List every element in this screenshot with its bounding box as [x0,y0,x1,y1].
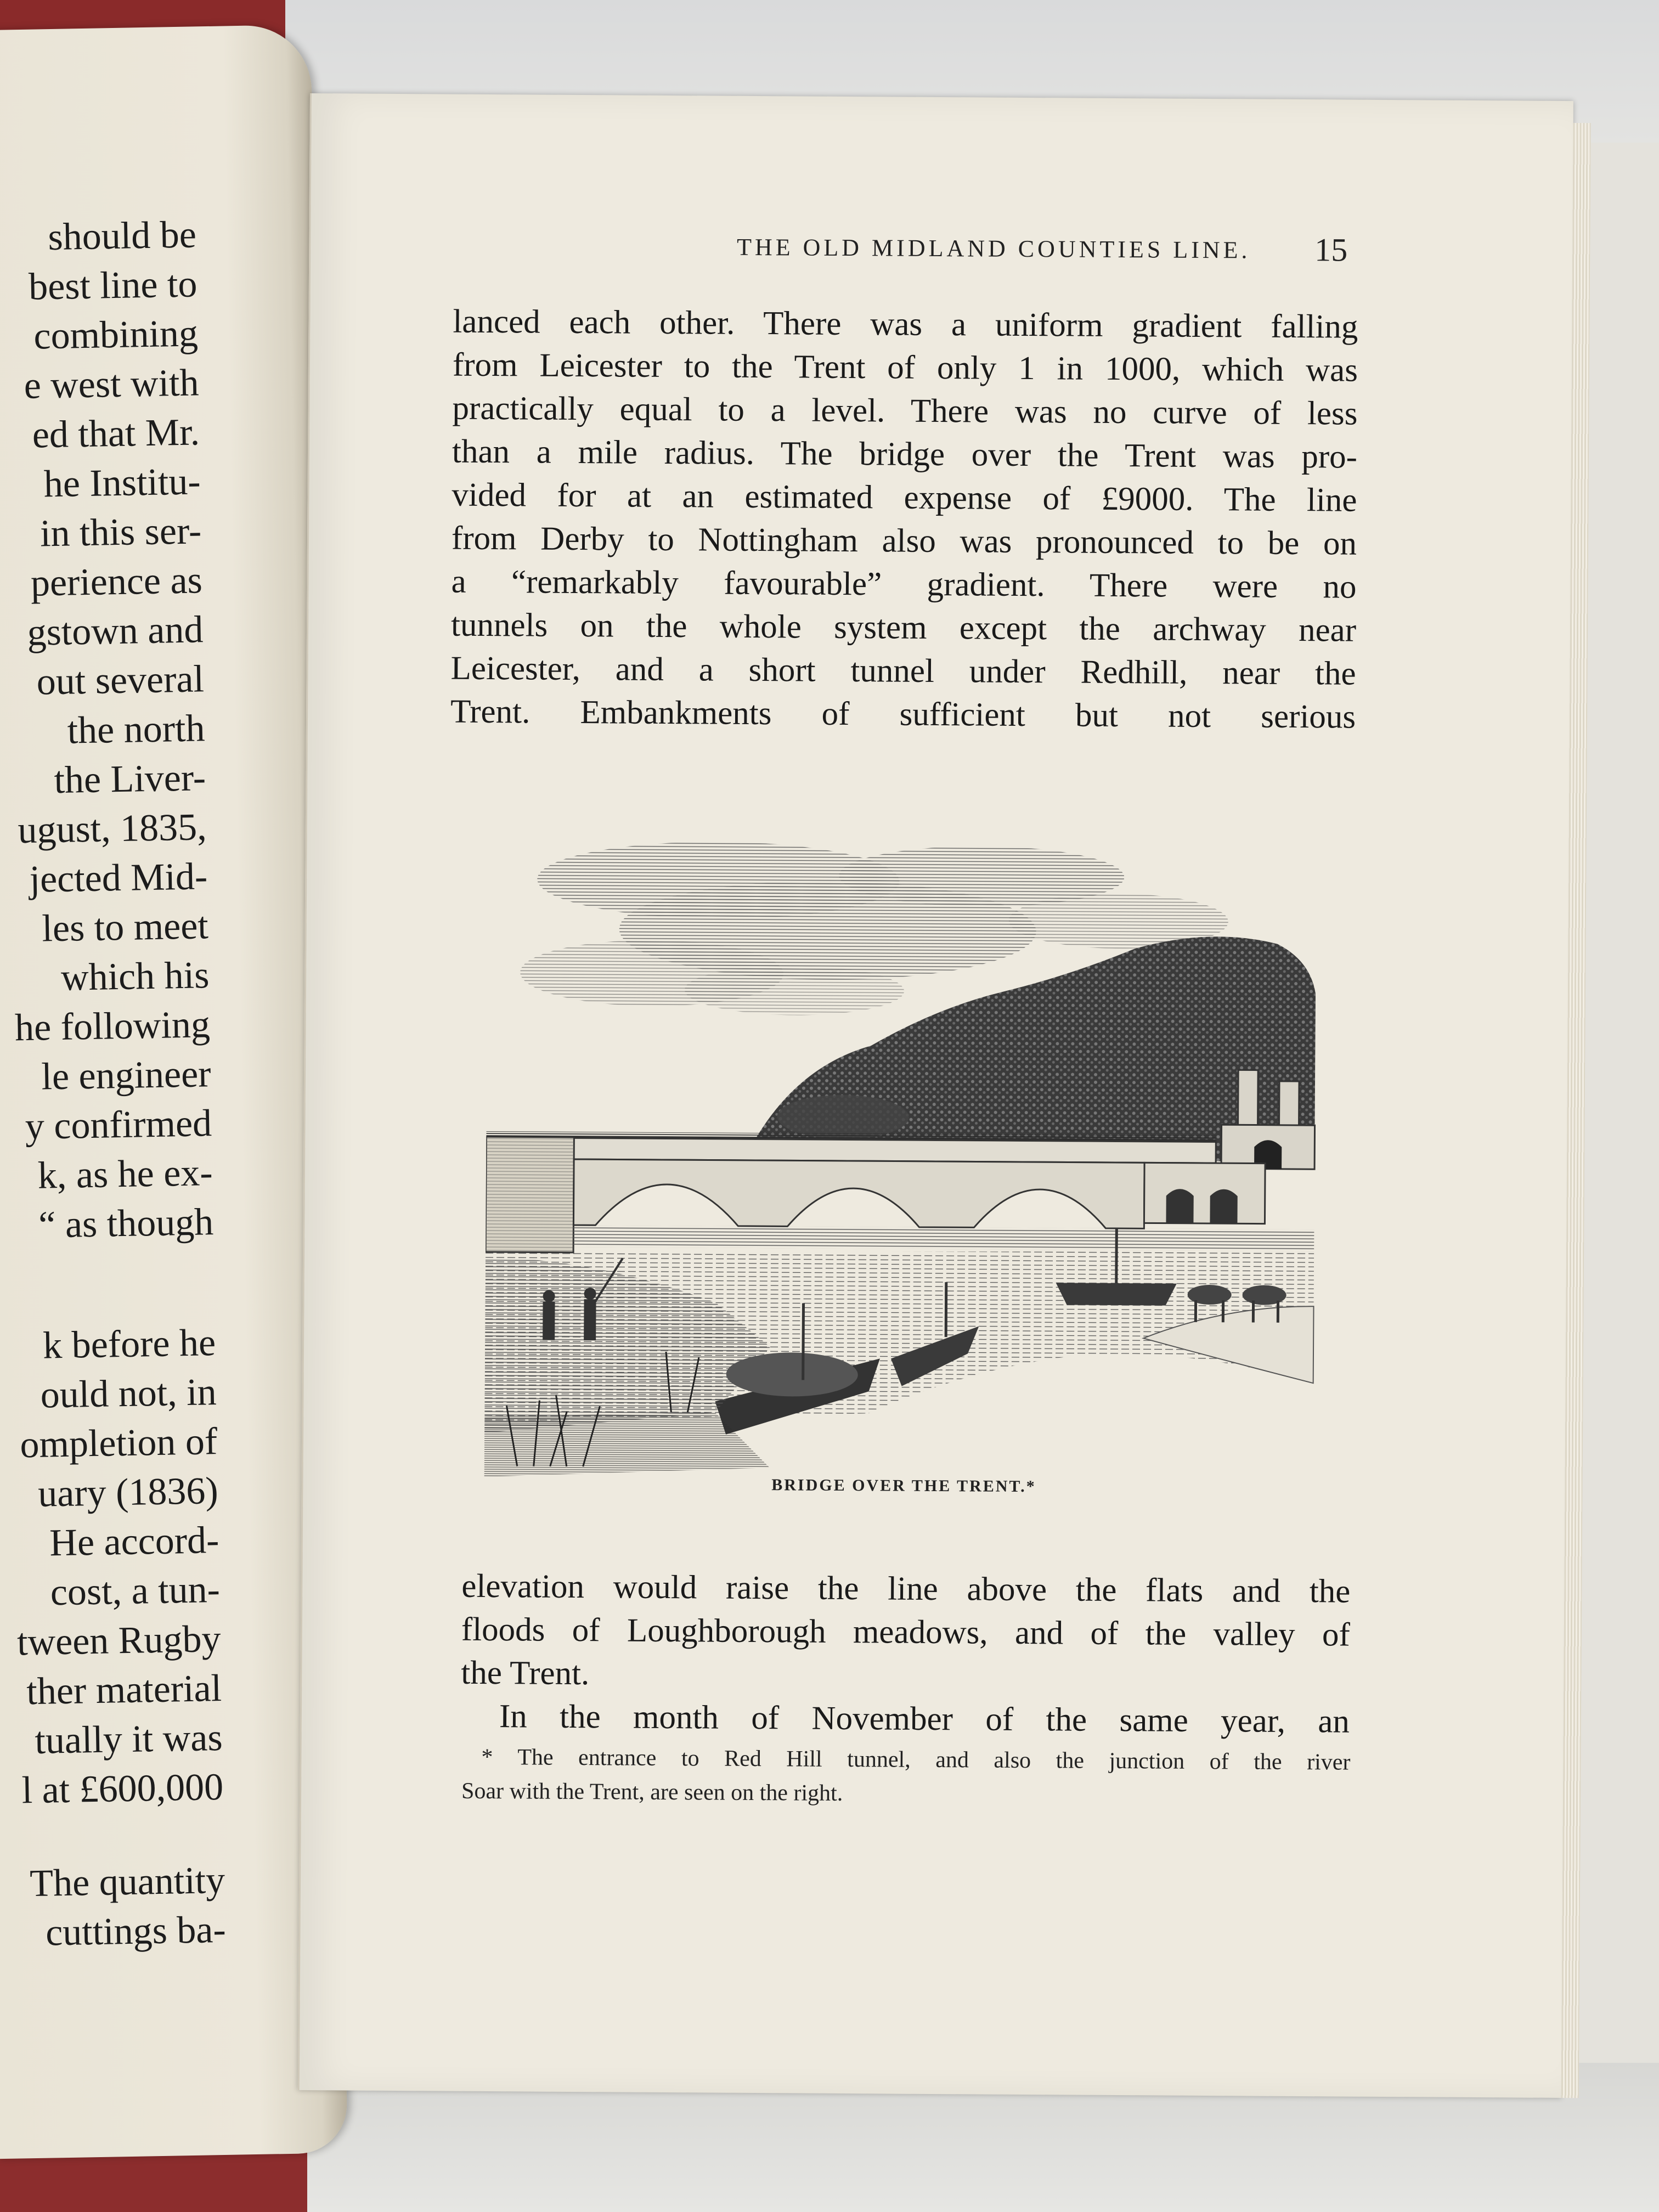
left-page-line: ed that Mr. [32,411,200,456]
figure-caption: BRIDGE OVER THE TRENT.* [771,1476,1036,1496]
left-page-line: tually it was [34,1716,223,1762]
left-page-line: he Institu- [43,460,201,506]
left-page-line: jected Mid- [29,855,208,901]
left-page-line: which his [60,954,210,999]
left-page-line: k before he [42,1322,216,1367]
left-page-line: uary (1836) [37,1470,219,1515]
figure [584,1299,596,1340]
left-page-line: tween Rugby [16,1618,222,1664]
body-text-top [450,300,1358,739]
text-line: Trent. Embankments of sufficient but not serious [450,693,1356,736]
text-line: floods of Loughborough meadows, and of the valley of [461,1611,1351,1654]
bridge-arches [573,1159,1144,1228]
left-page-line: in this ser- [40,510,202,555]
left-page-line: cost, a tun- [50,1568,221,1614]
left-page-line: les to meet [41,905,209,950]
boat [1056,1283,1177,1305]
left-page-line: the Liver- [53,757,206,802]
left-page-line: k, as he ex- [37,1152,213,1197]
right-page [298,93,1573,2098]
text-line: elevation would raise the line above the flats and the [461,1567,1351,1610]
page-number: 15 [1314,232,1348,268]
text-line: a “remarkably favourable” gradient. There were no [451,563,1357,606]
text-line: vided for at an estimated expense of £9000. The line [452,476,1357,519]
text-line: from Derby to Nottingham also was pronounced to be on [451,520,1357,562]
footnote-line: Soar with the Trent, are seen on the right. [461,1778,843,1806]
left-page-line: he following [14,1003,211,1049]
bridge-engraving [484,808,1328,1548]
running-header: THE OLD MIDLAND COUNTIES LINE. [736,233,1251,264]
footnote [461,1740,1351,1814]
left-page-line: y confirmed [25,1102,212,1148]
left-page [0,25,348,2159]
left-page-line: should be [47,213,197,259]
left-page-line: ugust, 1835, [17,806,207,852]
left-page-line: best line to [28,263,198,308]
left-page-line: gstown and [26,608,204,654]
text-line: the Trent. [461,1654,590,1692]
left-page-line: the north [67,707,206,752]
left-page-line: The quantity [29,1859,225,1905]
left-page-line: “ as though [38,1201,214,1246]
text-line: Leicester, and a short tunnel under Redhill, near the [450,650,1356,692]
page-edge [1561,123,1591,2098]
left-page-line: le engineer [41,1053,212,1098]
left-page-line: He accord- [49,1519,219,1565]
left-page-line: l at £600,000 [21,1765,224,1812]
text-line: tunnels on the whole system except the archway near [450,606,1357,649]
left-page-line: e west with [24,362,200,407]
left-page-line: ompletion of [19,1420,218,1466]
text-line: lanced each other. There was a uniform gradient falling [453,303,1358,346]
text-line: practically equal to a level. There was no curve of less [452,390,1358,432]
left-page-line: perience as [30,559,203,605]
left-page-line: ther material [26,1667,222,1713]
text-line: In the month of November of the same year, an [499,1698,1350,1740]
left-page-line: out several [36,658,205,703]
footnote-line: * The entrance to Red Hill tunnel, and also the junction of the river [481,1744,1351,1775]
body-text-bottom [461,1565,1351,1743]
text-line: than a mile radius. The bridge over the Trent was pro- [452,433,1358,476]
text-line: from Leicester to the Trent of only 1 in 1000, which was [452,346,1358,389]
left-page-line: cuttings ba- [45,1908,227,1954]
figure [543,1302,555,1340]
left-page-line: ould not, in [40,1371,217,1417]
left-page-line: combining [33,312,199,358]
